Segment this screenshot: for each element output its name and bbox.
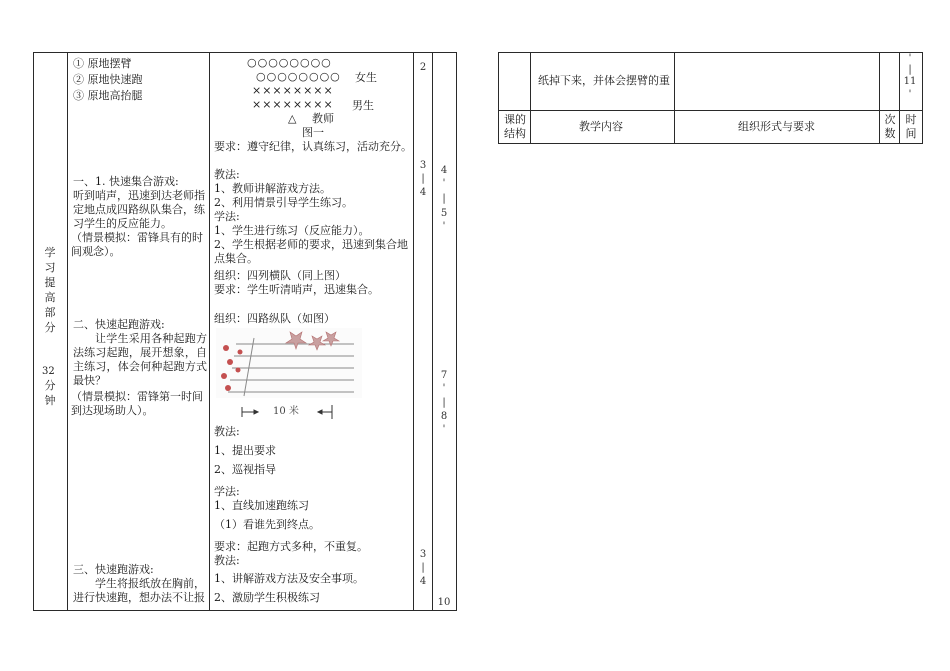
header-count: 次数 bbox=[884, 113, 896, 140]
time-value: ' bbox=[908, 89, 912, 100]
time-value: ' bbox=[442, 424, 446, 435]
teacher-symbol: △ bbox=[288, 112, 297, 125]
header-structure: 课的结构 bbox=[504, 113, 526, 140]
table-border-bottom bbox=[498, 143, 922, 144]
drill-item: ① 原地摆臂 bbox=[73, 57, 132, 70]
learning-method-item: 2、学生根据老师的要求，迅速到集合地点集合。 bbox=[214, 238, 408, 265]
time-value: ' bbox=[442, 178, 446, 189]
count-value: 3 bbox=[419, 160, 427, 171]
time-value: 11 bbox=[903, 76, 917, 87]
formation-row-boys-2: ×××××××× bbox=[252, 98, 334, 111]
learning-method-heading: 学法: bbox=[214, 485, 240, 498]
table-border-bottom bbox=[33, 610, 456, 611]
teaching-method-item: 2、利用情景引导学生练习。 bbox=[214, 196, 353, 209]
figure-label: 图一 bbox=[302, 126, 324, 139]
game1-description: 听到哨声，迅速到达老师指定地点成四路纵队集合，练习学生的反应能力。 bbox=[73, 189, 205, 230]
count-value: 3 bbox=[419, 549, 427, 560]
count-value: 4 bbox=[419, 576, 427, 587]
teaching-method-heading: 教法: bbox=[214, 425, 240, 438]
count-value: 4 bbox=[419, 187, 427, 198]
time-value: ' bbox=[442, 383, 446, 394]
organization-text: 组织：四列横队（同上图） bbox=[214, 269, 346, 282]
teaching-method-item: 2、巡视指导 bbox=[214, 463, 276, 476]
time-value: | bbox=[908, 64, 912, 75]
game2-description: 让学生采用各种起跑方法练习起跑，展开想象，自主练习，体会何种起跑方式最快？ bbox=[73, 332, 207, 387]
game3-title: 三、快速跑游戏: bbox=[73, 563, 154, 576]
continued-content-text: 纸掉下来，并体会摆臂的重 bbox=[538, 74, 670, 87]
learning-method-heading: 学法: bbox=[214, 210, 240, 223]
count-value: 2 bbox=[419, 62, 427, 73]
time-value: 4 bbox=[440, 165, 448, 176]
teaching-method-item: 1、教师讲解游戏方法。 bbox=[214, 182, 331, 195]
boys-label: 男生 bbox=[352, 99, 374, 112]
time-value: | bbox=[442, 397, 446, 408]
row-divider bbox=[498, 110, 922, 111]
col-divider-3 bbox=[879, 52, 880, 144]
table-border-top bbox=[33, 52, 456, 53]
girls-label: 女生 bbox=[355, 71, 377, 84]
col-divider-1 bbox=[67, 52, 68, 611]
time-value: ' bbox=[442, 221, 446, 232]
time-value: 7 bbox=[440, 370, 448, 381]
section-time-number: 32 bbox=[42, 366, 55, 377]
time-value: 8 bbox=[440, 411, 448, 422]
game3-description: 学生将报纸放在胸前，进行快速跑，想办法不让报 bbox=[73, 577, 205, 604]
drill-item: ② 原地快速跑 bbox=[73, 73, 143, 86]
game1-note: （情景模拟：雷锋具有的时间观念）。 bbox=[71, 231, 203, 258]
table-border-right bbox=[922, 52, 923, 144]
learning-method-item: （1）看谁先到终点。 bbox=[214, 518, 320, 531]
col-divider-2 bbox=[209, 52, 210, 611]
section-time-unit: 分钟 bbox=[44, 379, 56, 407]
requirement-text: 要求：起跑方式多种，不重复。 bbox=[214, 540, 368, 553]
table-border-left bbox=[33, 52, 34, 611]
time-value: | bbox=[442, 193, 446, 204]
game2-title: 二、快速起跑游戏: bbox=[73, 318, 165, 331]
col-divider-2 bbox=[674, 52, 675, 144]
teaching-method-item: 1、讲解游戏方法及安全事项。 bbox=[214, 572, 364, 585]
col-divider-4 bbox=[432, 52, 433, 611]
count-value: | bbox=[421, 173, 425, 184]
learning-method-item: 1、直线加速跑练习 bbox=[214, 499, 309, 512]
time-value: 10 bbox=[437, 597, 451, 608]
organization-text: 组织：四路纵队（如图） bbox=[214, 312, 335, 325]
game2-note: （情景模拟：雷锋第一时间到达现场助人）。 bbox=[71, 390, 203, 417]
table-border-left bbox=[498, 52, 499, 144]
requirement-text: 要求：学生听清哨声，迅速集合。 bbox=[214, 283, 379, 296]
table-border-right bbox=[456, 52, 457, 611]
distance-label: 10 米 bbox=[273, 406, 299, 417]
header-content: 教学内容 bbox=[579, 120, 623, 133]
count-value: | bbox=[421, 562, 425, 573]
table-border-top bbox=[498, 52, 922, 53]
header-time: 时间 bbox=[905, 113, 917, 140]
teaching-method-heading: 教法: bbox=[214, 554, 240, 567]
col-divider-4 bbox=[899, 52, 900, 144]
col-divider-1 bbox=[530, 52, 531, 144]
time-value: 5 bbox=[440, 208, 448, 219]
game1-title: 一、1. 快速集合游戏: bbox=[73, 175, 179, 188]
teaching-method-item: 1、提出要求 bbox=[214, 444, 276, 457]
teaching-method-item: 2、激励学生积极练习 bbox=[214, 591, 320, 604]
drill-item: ③ 原地高抬腿 bbox=[73, 89, 143, 102]
learning-method-item: 1、学生进行练习（反应能力）。 bbox=[214, 224, 370, 237]
formation-row-girls-1: ○○○○○○○○ bbox=[247, 56, 332, 69]
formation-row-girls-2: ○○○○○○○○ bbox=[256, 70, 341, 83]
section-label: 学习提高部分 bbox=[44, 246, 56, 334]
header-organization: 组织形式与要求 bbox=[738, 120, 815, 133]
teacher-label: 教师 bbox=[312, 112, 334, 125]
requirement-text: 要求：遵守纪律，认真练习，活动充分。 bbox=[214, 140, 412, 153]
formation-row-boys-1: ×××××××× bbox=[252, 84, 334, 97]
time-value: ' bbox=[908, 53, 912, 64]
col-divider-3 bbox=[413, 52, 414, 611]
teaching-method-heading: 教法: bbox=[214, 168, 240, 181]
